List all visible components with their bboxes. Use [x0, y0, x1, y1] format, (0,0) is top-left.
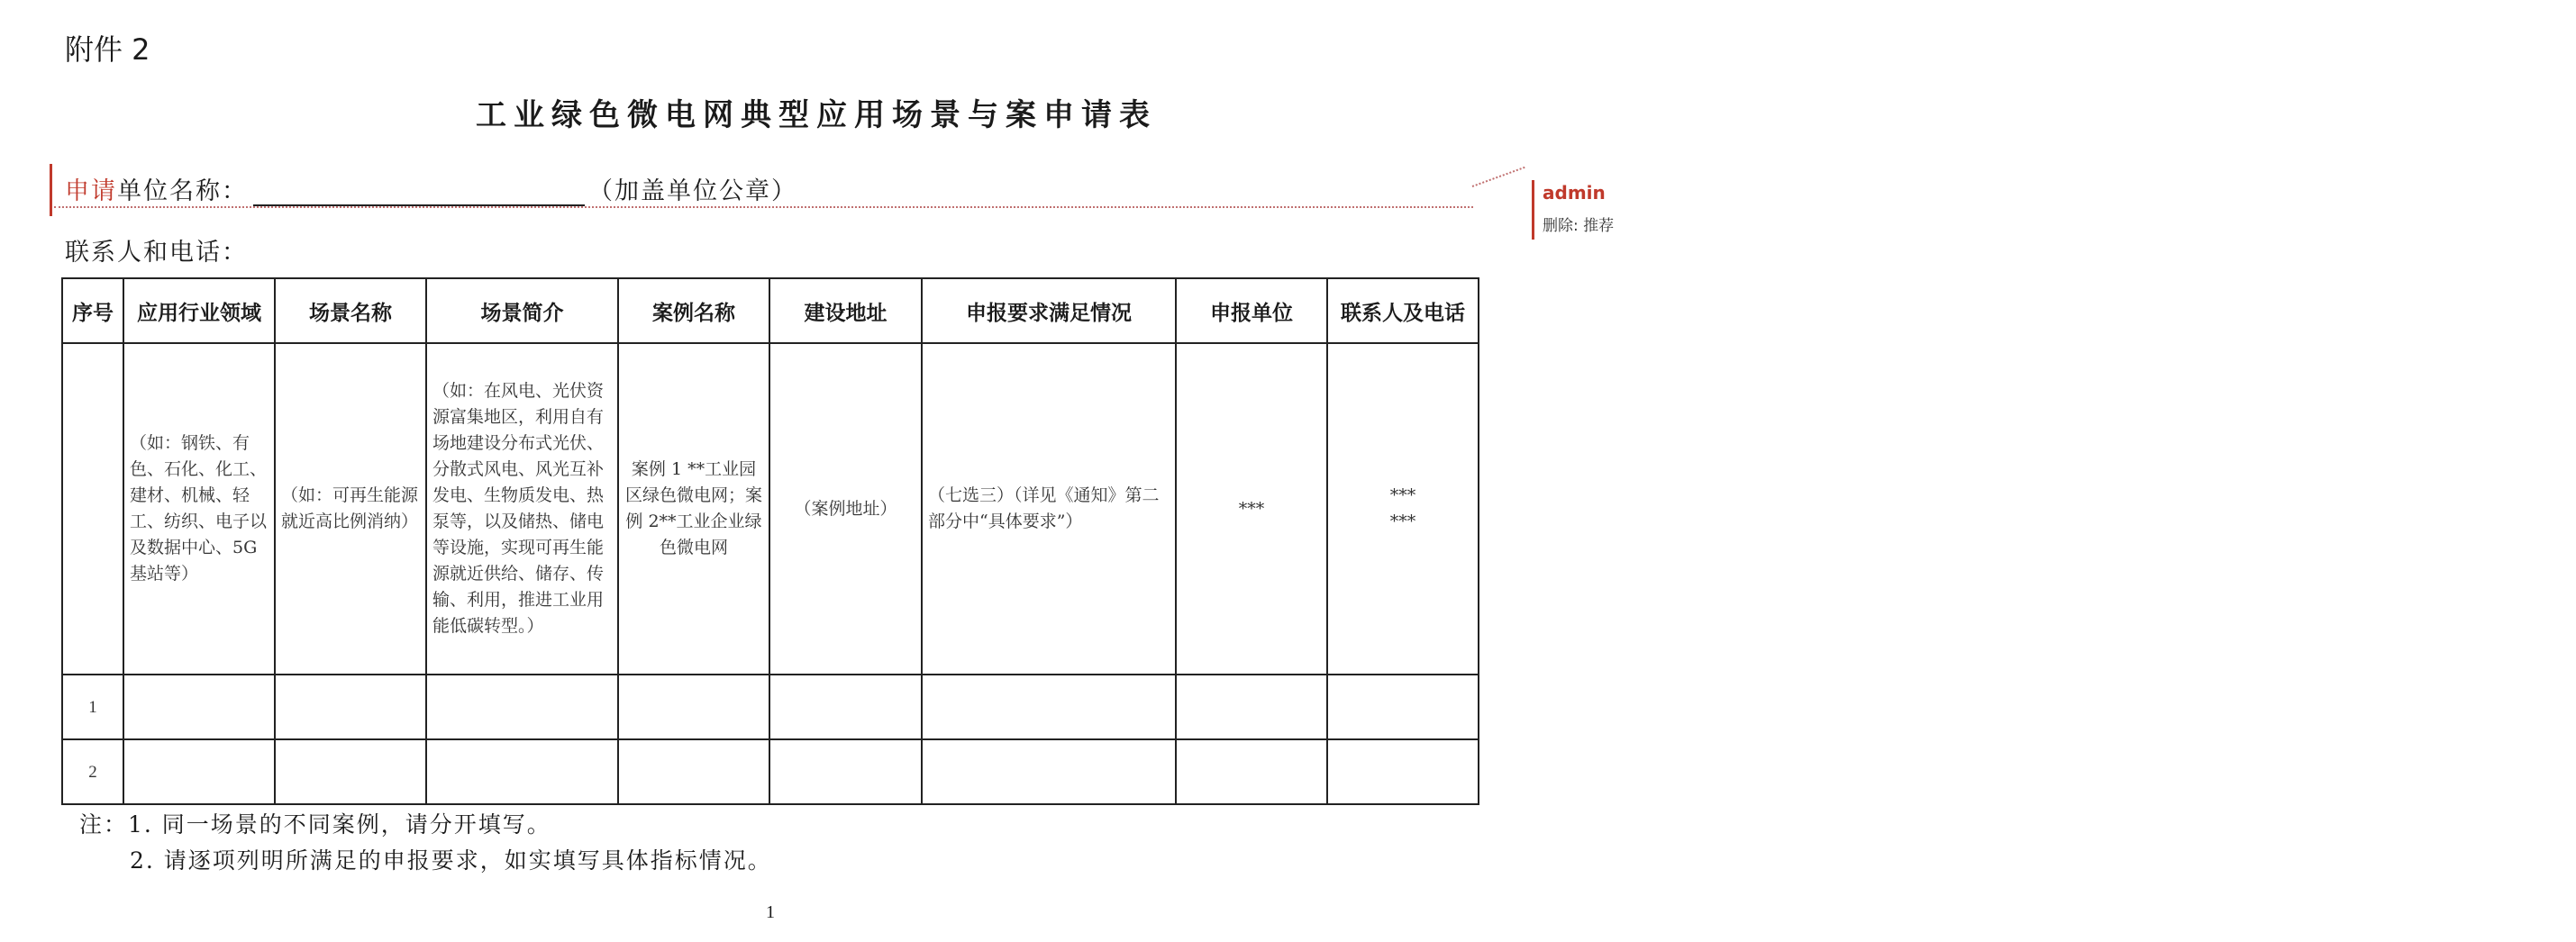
col-header-intro: 场景简介 [426, 278, 618, 343]
table-cell[interactable] [123, 739, 275, 804]
table-row [62, 739, 1479, 804]
col-header-index: 序号 [62, 278, 123, 343]
change-marker [50, 164, 52, 216]
col-header-industry: 应用行业领域 [123, 278, 275, 343]
table-cell[interactable] [275, 675, 426, 739]
stamp-note: （加盖单位公章） [588, 177, 797, 205]
example-index-cell[interactable] [62, 343, 123, 675]
row-index: 2 [62, 739, 123, 804]
contact-line-2: *** [1389, 512, 1416, 531]
deleted-text: 申请 [65, 177, 117, 205]
example-case-cell[interactable]: 案例 1 **工业园区绿色微电网；案例 2**工业企业绿色微电网 [618, 343, 769, 675]
table-cell[interactable] [275, 739, 426, 804]
example-intro-cell[interactable]: （如：在风电、光伏资源富集地区，利用自有场地建设分布式光伏、分散式风电、风光互补发电、生物质发电、热泵等，以及储热、储电等设施，实现可再生能源就近供给、储存、传输、利用，推进工业用能低碳转型。） [426, 343, 618, 675]
table-cell[interactable] [618, 739, 769, 804]
table-cell[interactable] [922, 739, 1176, 804]
contact-line-1: *** [1389, 485, 1416, 505]
table-cell[interactable] [769, 675, 922, 739]
comment-connector [54, 206, 1473, 208]
example-unit-cell[interactable]: *** [1176, 343, 1327, 675]
table-row [62, 675, 1479, 739]
applicant-row [65, 171, 797, 206]
table-cell[interactable] [123, 675, 275, 739]
col-header-requirements: 申报要求满足情况 [922, 278, 1176, 343]
example-industry-cell[interactable]: （如：钢铁、有色、石化、化工、建材、机械、轻工、纺织、电子以及数据中心、5G 基站等） [123, 343, 275, 675]
example-contact-cell[interactable] [1327, 343, 1479, 675]
comment-author[interactable]: admin [1543, 182, 1606, 204]
comment-text[interactable]: 删除: 推荐 [1543, 217, 1615, 235]
applicant-blank-line[interactable] [253, 183, 585, 206]
col-header-unit: 申报单位 [1176, 278, 1327, 343]
table-cell[interactable] [922, 675, 1176, 739]
table-cell[interactable] [1327, 739, 1479, 804]
example-requirements-cell[interactable]: （七选三）（详见《通知》第二部分中“具体要求”） [922, 343, 1176, 675]
applicant-label: 单位名称： [117, 177, 248, 205]
note-line-2: 2. 请逐项列明所满足的申报要求，如实填写具体指标情况。 [130, 847, 772, 874]
row-index: 1 [62, 675, 123, 739]
table-cell[interactable] [1176, 675, 1327, 739]
example-address-cell[interactable]: （案例地址） [769, 343, 922, 675]
page-number: 1 [766, 902, 775, 922]
table-cell[interactable] [618, 675, 769, 739]
document-title: 工业绿色微电网典型应用场景与案申请表 [476, 97, 1157, 133]
example-row [62, 343, 1479, 675]
table-cell[interactable] [426, 675, 618, 739]
col-header-case: 案例名称 [618, 278, 769, 343]
example-scene-cell[interactable]: （如：可再生能源就近高比例消纳） [275, 343, 426, 675]
col-header-address: 建设地址 [769, 278, 922, 343]
col-header-contact: 联系人及电话 [1327, 278, 1479, 343]
application-table [61, 277, 1479, 805]
table-cell[interactable] [769, 739, 922, 804]
comment-bar [1532, 180, 1534, 240]
attachment-label: 附件 2 [65, 32, 150, 67]
table-cell[interactable] [426, 739, 618, 804]
col-header-scene: 场景名称 [275, 278, 426, 343]
contact-label: 联系人和电话： [65, 239, 248, 267]
comment-connector-diagonal [1472, 167, 1525, 187]
table-cell[interactable] [1176, 739, 1327, 804]
table-cell[interactable] [1327, 675, 1479, 739]
note-line-1: 注：1. 同一场景的不同案例，请分开填写。 [79, 811, 551, 838]
header-row [62, 278, 1479, 343]
